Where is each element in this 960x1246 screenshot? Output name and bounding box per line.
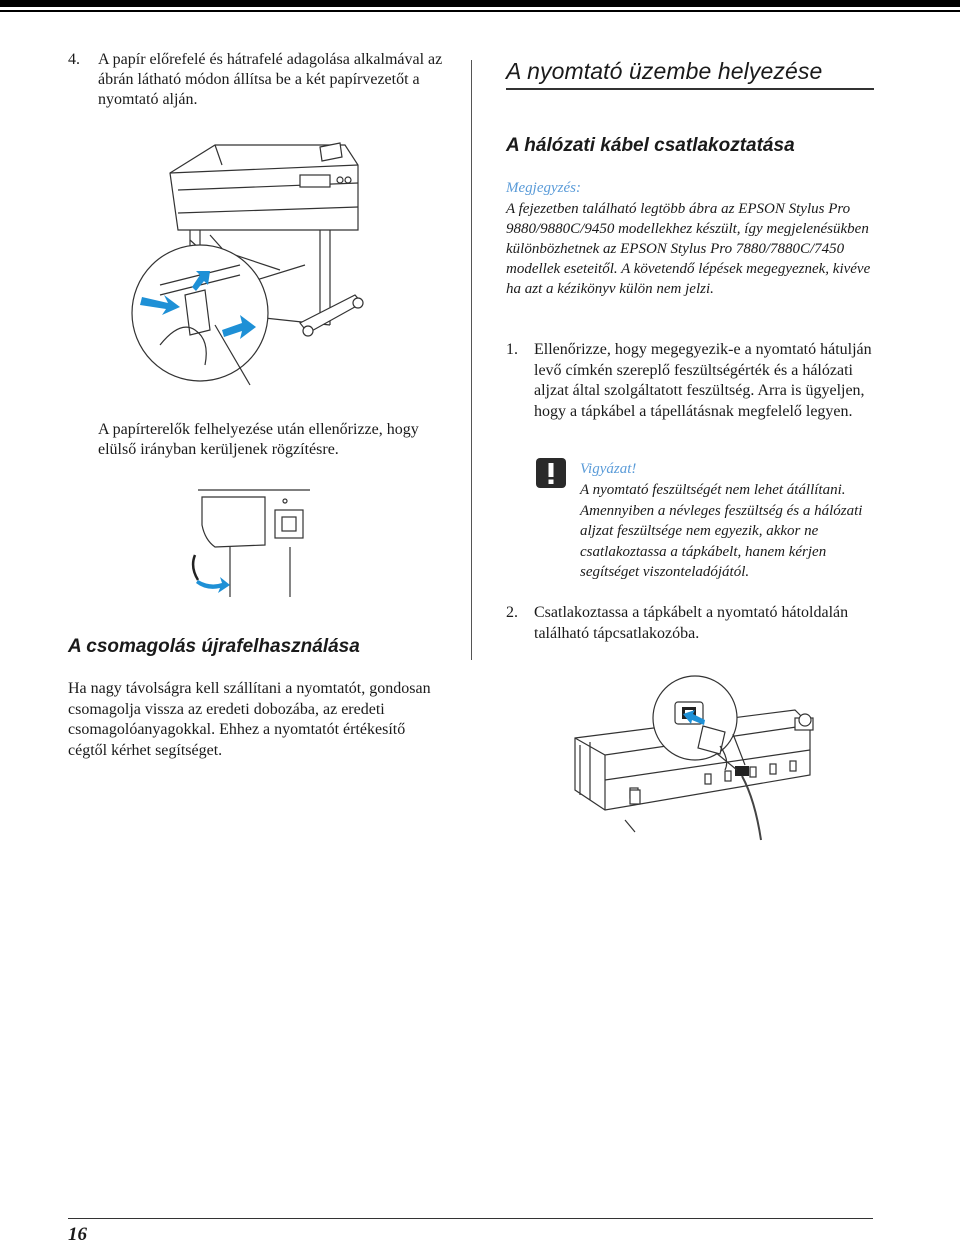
chapter-heading-rule [506, 88, 874, 90]
top-line [0, 10, 960, 12]
step-1-text: Ellenőrizze, hogy megegyezik-e a nyomtató hátulján levő címkén szereplő feszültségérték és a hálózati aljzat által szolgáltatott feszültség. Arra is ügyeljen, hogy a tápkábel a tápellátásnak megfelelő legyen. [534, 341, 872, 420]
section-heading-packaging: A csomagolás újrafelhasználása [68, 636, 360, 657]
step-2-number: 2. [506, 604, 518, 621]
note-title: Megjegyzés: [506, 180, 581, 196]
step-4-text: A papír előrefelé és hátrafelé adagolása alkalmával az ábrán látható módon állítsa be a két papírvezetőt a nyomtató alján. [98, 51, 443, 108]
power-cable-illustration [565, 670, 820, 845]
caution-body: A nyomtató feszültségét nem lehet átállítani. Amennyiben a névleges feszültség és a hálózati aljzat feszültsége nem egyezik, akkor ne csatlakoztassa a tápkábelt, hanem kérjen segítséget viszonteladójától. [580, 482, 863, 580]
paper-guide-illustration [190, 485, 310, 600]
caution-title: Vigyázat! [580, 461, 637, 477]
step-4-number: 4. [68, 51, 80, 68]
printer-front-illustration [130, 135, 375, 405]
illustration-caption: A papírterelők felhelyezése után ellenőrizze, hogy elülső irányban kerüljenek rögzítésre. [98, 421, 419, 458]
section-paragraph-packaging: Ha nagy távolságra kell szállítani a nyomtatót, gondosan csomagolja vissza az eredeti dobozába, az eredeti csomagolóanyagokkal. Ehhez a nyomtatót értékesítő cégtől kérhet segítséget. [68, 680, 431, 759]
caution-icon [536, 458, 566, 488]
step-1-number: 1. [506, 341, 518, 358]
chapter-heading: A nyomtató üzembe helyezése [506, 58, 823, 84]
step-2-text: Csatlakoztassa a tápkábelt a nyomtató hátoldalán található tápcsatlakozóba. [534, 604, 849, 642]
page-number: 16 [68, 1224, 87, 1245]
column-divider [471, 60, 472, 660]
note-body: A fejezetben található legtöbb ábra az EPSON Stylus Pro 9880/9880C/9450 modellekhez készült, így megjelenésükben különbözhetnek az EPSON Stylus Pro 7880/7880C/7450 modellek eseteitől. A követendő lépések megegyeznek, kivéve ha azt a kézikönyv külön nem jelzi. [506, 201, 871, 297]
top-bar [0, 0, 960, 7]
footer-rule [68, 1218, 873, 1219]
section-subheading: A hálózati kábel csatlakoztatása [506, 135, 795, 156]
